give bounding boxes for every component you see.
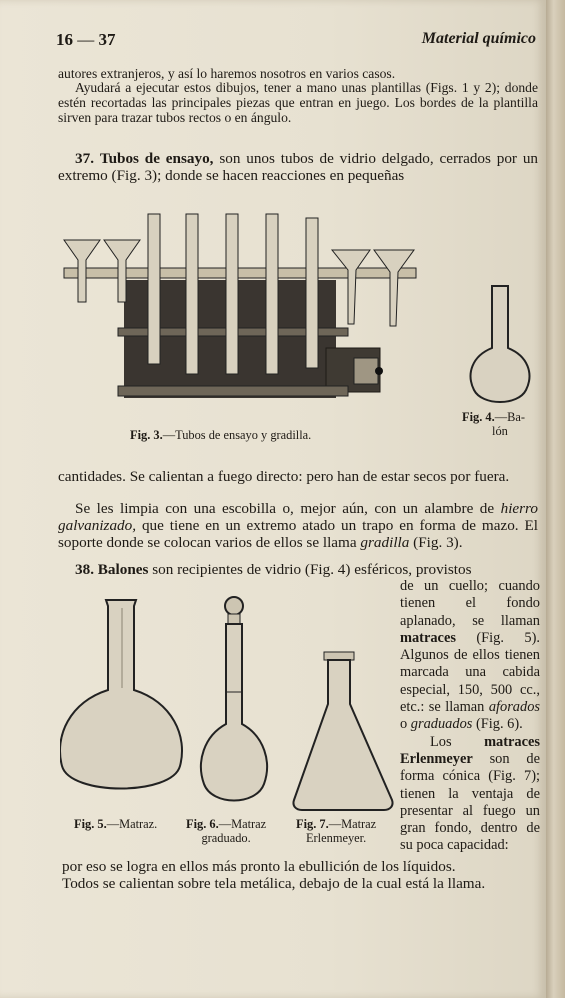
- page-header-number: 16 — 37: [56, 30, 116, 49]
- rack-base: [118, 386, 348, 396]
- page-edge: [546, 0, 565, 998]
- flat-bottom-flask-illustration: [60, 600, 182, 789]
- funnel-icon: [332, 250, 370, 324]
- figure-6-caption: Fig. 6.—Matraz graduado.: [186, 817, 267, 845]
- figure-4-caption: Fig. 4.—Ba- lón: [462, 410, 525, 438]
- final-line: por eso se logra en ellos más pronto la ebullición de los líquidos.: [62, 858, 456, 875]
- erlenmeyer-flask-illustration: [293, 652, 392, 810]
- figure-3-caption: Fig. 3.—Tubos de ensayo y gradilla.: [130, 428, 312, 442]
- drawer-knob-icon: [375, 367, 383, 375]
- figure-5-caption: Fig. 5.—Matraz.: [74, 817, 158, 831]
- test-tube: [148, 214, 160, 364]
- test-tube-rack-illustration: [60, 208, 420, 426]
- rack-top-bar: [64, 268, 416, 278]
- page-header-title: Material químico: [421, 30, 536, 47]
- balloon-flask-illustration: [460, 282, 540, 410]
- test-tube: [306, 218, 318, 368]
- funnel-icon: [374, 250, 414, 326]
- flask-illustrations: [60, 596, 400, 814]
- figure-7-caption: Fig. 7.—Matraz Erlenmeyer.: [296, 817, 377, 845]
- intro-line: autores extranjeros, y así lo haremos nosotros en varios casos.: [58, 66, 396, 81]
- flask-description-column: de un cuello; cuando tienen el fondo aplanado, se llaman matraces (Fig. 5). Algunos de ellos tienen marcada una cabida especial, 150, 500 cc., etc.: se llaman aforados o graduados (Fig. 6). Los matraces Erlenmeyer son de forma cónica (Fig. 7); tienen la ventaja de presentar al fuego un gran fondo, dentro de su poca capacidad:: [400, 578, 540, 854]
- section-38-paragraph: 38. Balones son recipientes de vidrio (Fig. 4) esféricos, provistos: [75, 561, 472, 578]
- paragraph-limpieza: Se les limpia con una escobilla o, mejor aún, con un alambre de hierro galvanizado, que tiene en un extremo atado un trapo en forma de mazo. El soporte donde se colocan varios de ellos se llama gradilla (Fig. 3).: [58, 500, 538, 551]
- section-37-paragraph: 37. Tubos de ensayo, son unos tubos de vidrio delgado, cerrados por un extremo (Fig. 3); donde se hacen reacciones en pequeñas: [58, 150, 539, 184]
- final-line: Todos se calientan sobre tela metálica, debajo de la cual está la llama.: [62, 875, 486, 892]
- test-tube: [186, 214, 198, 374]
- paragraph-cantidades: cantidades. Se calientan a fuego directo: pero han de estar secos por fuera.: [58, 468, 510, 485]
- test-tube: [226, 214, 238, 374]
- graduated-flask-illustration: [201, 597, 267, 801]
- drawer-front: [354, 358, 378, 384]
- test-tube: [266, 214, 278, 374]
- intro-paragraph: Ayudará a ejecutar estos dibujos, tener a mano unas plantillas (Figs. 1 y 2); donde estén recortadas las principales piezas que entran en juego. Los bordes de la plantilla sirven para trazar tubos rectos o en ángulo.: [58, 80, 538, 125]
